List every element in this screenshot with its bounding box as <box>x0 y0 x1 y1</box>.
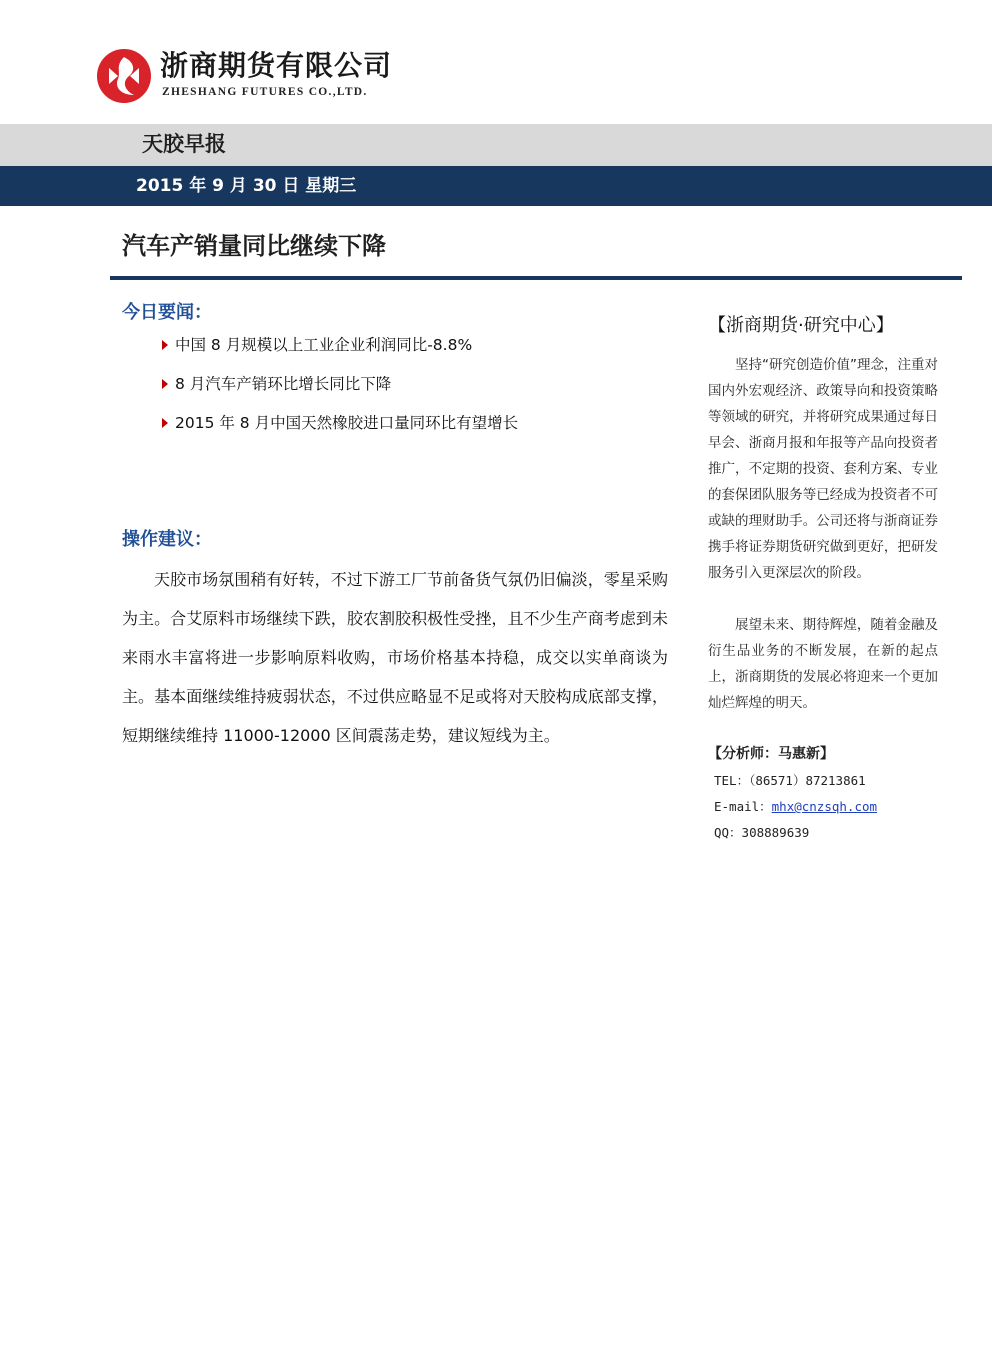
research-center-intro: 坚持“研究创造价值”理念，注重对国内外宏观经济、政策导向和投资策略等领域的研究，并将研究成果通过每日早会、浙商月报和年报等产品向投资者推广，不定期的投资、套利方案、专业的套保团队服务等已经成为投资者不可或缺的理财助手。公司还将与浙商证券携手将证券期货研究做到更好，把研发服务引入更深层次的阶段。 <box>708 357 938 581</box>
analyst-tel: TEL：（86571）87213861 <box>714 773 866 788</box>
bullet-arrow-icon <box>162 379 168 389</box>
news-item-text: 中国 8 月规模以上工业企业利润同比-8.8% <box>175 336 473 354</box>
email-label: E-mail： <box>714 799 772 814</box>
news-item <box>162 334 472 356</box>
analyst-email-row <box>714 797 877 817</box>
news-item <box>162 412 518 434</box>
company-logo-icon <box>96 48 152 104</box>
report-date: 2015 年 9 月 30 日 星期三 <box>136 176 357 196</box>
analyst-qq: QQ：308889639 <box>714 825 810 840</box>
research-center-outlook: 展望未来、期待辉煌，随着金融及衍生品业务的不断发展，在新的起点上，浙商期货的发展必将迎来一个更加灿烂辉煌的明天。 <box>708 617 938 711</box>
news-item-text: 2015 年 8 月中国天然橡胶进口量同环比有望增长 <box>175 414 519 432</box>
research-center-title: 【浙商期货·研究中心】 <box>708 315 894 336</box>
news-item <box>162 373 391 395</box>
advice-body: 天胶市场氛围稍有好转，不过下游工厂节前备货气氛仍旧偏淡，零星采购为主。合艾原料市场继续下跌，胶农割胶积极性受挫，且不少生产商考虑到未来雨水丰富将进一步影响原料收购，市场价格基本持稳，成交以实单商谈为主。基本面继续维持疲弱状态，不过供应略显不足或将对天胶构成底部支撑，短期继续维持 11000-12000 区间震荡走势，建议短线为主。 <box>122 570 668 745</box>
bullet-arrow-icon <box>162 418 168 428</box>
report-name: 天胶早报 <box>142 132 226 156</box>
news-item-text: 8 月汽车产销环比增长同比下降 <box>175 375 392 393</box>
analyst-name: 【分析师：马惠新】 <box>708 746 834 762</box>
email-link[interactable]: mhx@cnzsqh.com <box>771 799 878 814</box>
headline-divider <box>110 276 962 280</box>
advice-section-title: 操作建议： <box>122 529 212 550</box>
headline: 汽车产销量同比继续下降 <box>122 232 386 260</box>
company-name-cn: 浙商期货有限公司 <box>160 49 393 82</box>
company-name-en: ZHESHANG FUTURES CO.,LTD. <box>162 86 368 98</box>
news-section-title: 今日要闻： <box>122 302 212 323</box>
bullet-arrow-icon <box>162 340 168 350</box>
